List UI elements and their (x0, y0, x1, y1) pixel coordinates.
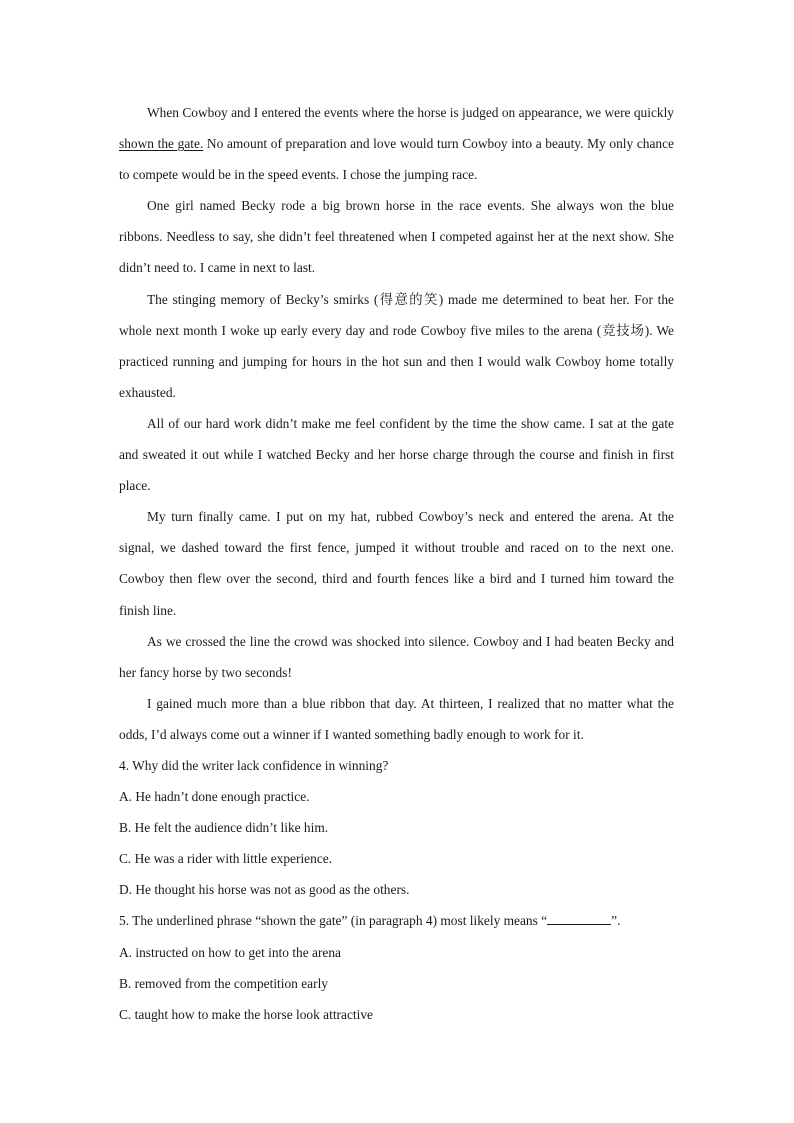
question-5-option-b: B. removed from the competition early (119, 975, 328, 991)
question-5-option-c: C. taught how to make the horse look attractive (119, 1006, 373, 1022)
paragraph-5: My turn finally came. I put on my hat, rubbed Cowboy’s neck and entered the arena. At the signal, we dashed toward the first fence, jumped it without trouble and raced on to the next one. Cowboy then flew over the second, third and fourth fences like a bird and I turned him toward the finish line. (119, 509, 674, 618)
question-4-option-c: C. He was a rider with little experience. (119, 851, 333, 867)
question-5-stem-start: 5. The underlined phrase “shown the gate” (in paragraph 4) most likely means “ (119, 913, 548, 929)
underlined-phrase: shown the gate. (119, 136, 204, 152)
question-4-option-a: A. He hadn’t done enough practice. (119, 789, 310, 805)
question-4-option-d: D. He thought his horse was not as good as the others. (119, 882, 410, 898)
answer-blank (547, 912, 611, 925)
paragraph-1-text-start: When Cowboy and I entered the events where the horse is judged on appearance, we were quickly (147, 105, 674, 120)
question-5-option-a: A. instructed on how to get into the arena (119, 944, 342, 960)
paragraph-2: One girl named Becky rode a big brown horse in the race events. She always won the blue ribbons. Needless to say, she didn’t feel threatened when I competed against her at the next show. She didn’t need to. I came in next to last. (119, 198, 674, 276)
paragraph-6: As we crossed the line the crowd was shocked into silence. Cowboy and I had beaten Becky and her fancy horse by two seconds! (119, 633, 674, 680)
question-4-option-b: B. He felt the audience didn’t like him. (119, 820, 329, 836)
document-content (119, 97, 674, 1030)
question-5-stem-end: ”. (611, 913, 621, 929)
question-4-stem: 4. Why did the writer lack confidence in winning? (119, 757, 389, 773)
paragraph-1 (119, 97, 674, 190)
paragraph-1-text-end: No amount of preparation and love would turn Cowboy into a beauty. My only chance to compete would be in the speed events. I chose the jumping race. (119, 136, 674, 183)
question-5-stem (119, 905, 674, 936)
paragraph-4: All of our hard work didn’t make me feel confident by the time the show came. I sat at the gate and sweated it out while I watched Becky and her horse charge through the course and finish in first place. (119, 415, 674, 494)
paragraph-3: The stinging memory of Becky’s smirks (得意的笑) made me determined to beat her. For the whole next month I woke up early every day and rode Cowboy five miles to the arena (竞技场). We practiced running and jumping for hours in the hot sun and then I would walk Cowboy home totally exhausted. (119, 291, 674, 400)
paragraph-7: I gained much more than a blue ribbon that day. At thirteen, I realized that no matter what the odds, I’d always come out a winner if I wanted something badly enough to work for it. (119, 695, 674, 742)
